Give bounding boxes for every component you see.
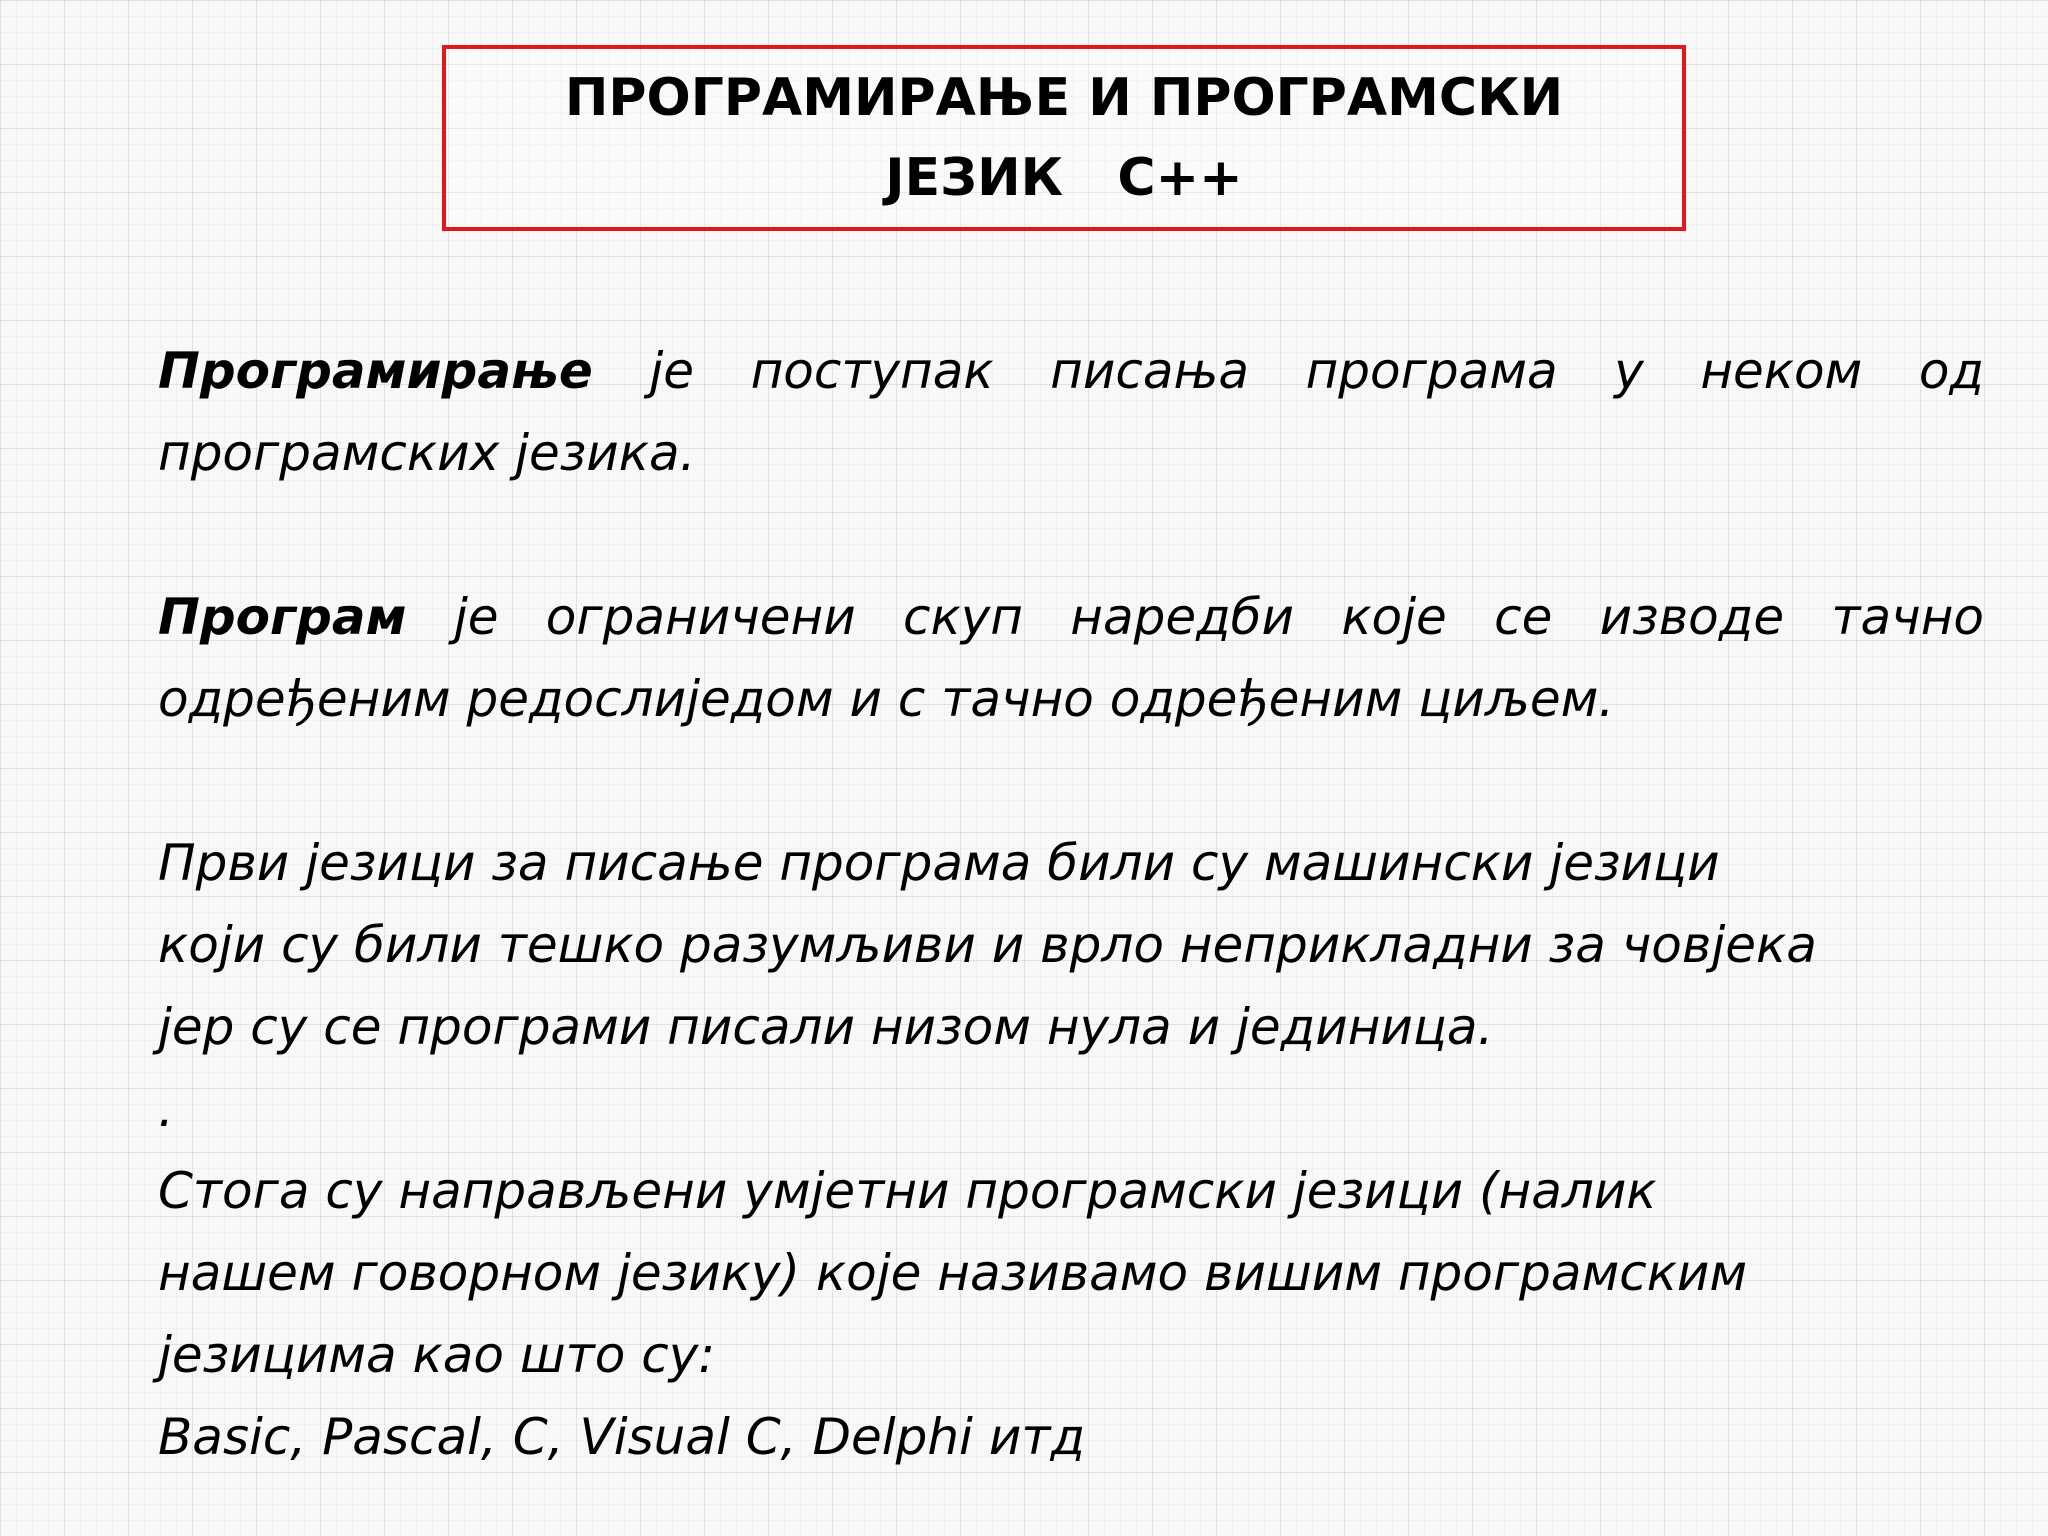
first-languages-line-2: који су били тешко разумљиви и врло неприкладни за човјека xyxy=(158,916,1817,974)
paragraph-program-definition xyxy=(158,576,1984,740)
paragraph-high-level-languages xyxy=(158,1150,1984,1478)
programming-definition-text: је поступак писања програма у неком од програмских језика. xyxy=(158,342,1984,482)
paragraph-spacer xyxy=(158,494,1984,576)
term-programming: Програмирање xyxy=(158,342,593,400)
first-languages-line-3: јер су се програми писали низом нула и јединица. xyxy=(158,998,1494,1056)
high-level-line-1: Стога су направљени умјетни програмски језици (налик xyxy=(158,1162,1657,1220)
stray-dot: . xyxy=(158,1080,174,1138)
paragraph-programming-definition xyxy=(158,330,1984,494)
high-level-line-3: језицима као што су: xyxy=(158,1326,716,1384)
language-examples: Basic, Pascal, C, Visual C, Delphi итд xyxy=(158,1408,1086,1466)
paragraph-first-languages xyxy=(158,822,1984,1150)
term-program: Програм xyxy=(158,588,407,646)
title-line-2: ЈЕЗИК С++ xyxy=(885,148,1243,208)
program-definition-text: је ограничени скуп наредби које се изводе тачно одређеним редослиједом и с тачно одређеним циљем. xyxy=(158,588,1984,728)
slide-content xyxy=(158,330,1984,1478)
high-level-line-2: нашем говорном језику) које називамо вишим програмским xyxy=(158,1244,1748,1302)
title-line-1: ПРОГРАМИРАЊЕ И ПРОГРАМСКИ xyxy=(564,68,1564,128)
paragraph-spacer xyxy=(158,740,1984,822)
first-languages-line-1: Први језици за писање програма били су машински језици xyxy=(158,834,1720,892)
title-box xyxy=(442,45,1686,231)
